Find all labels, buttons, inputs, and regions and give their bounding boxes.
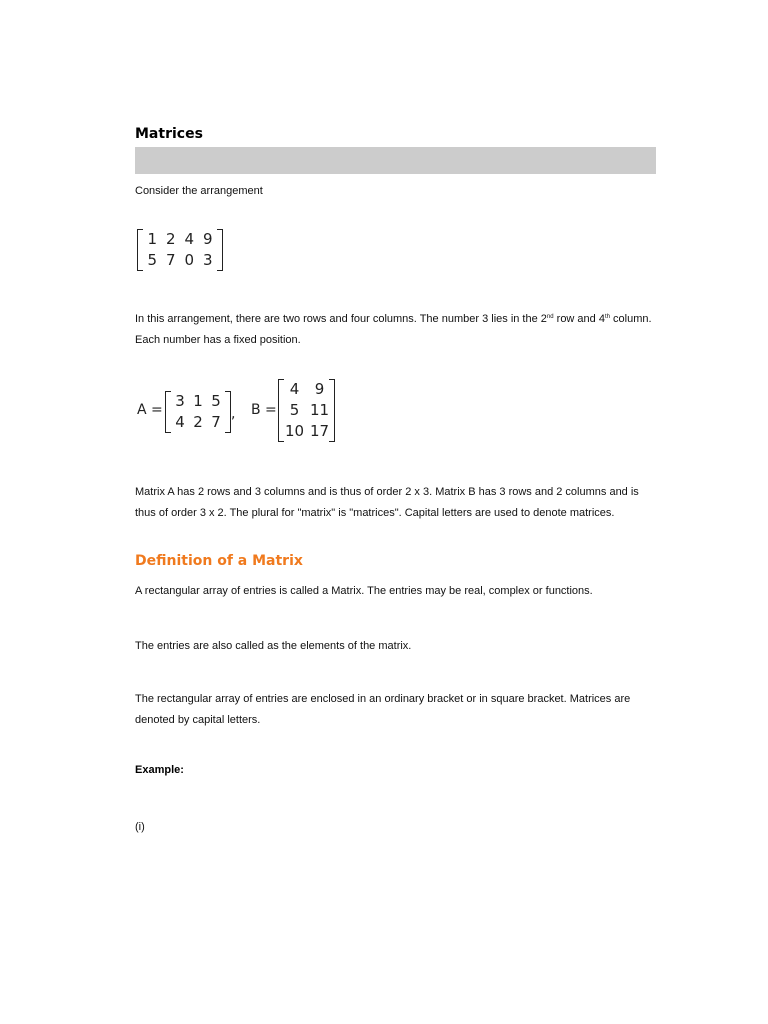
order-paragraph: Matrix A has 2 rows and 3 columns and is thus of order 2 x 3. Matrix B has 3 rows and 2 columns and is thus of order 3 x 2. The plural for "matrix" is "matrices". Capital letters are used to denote matrices. [135, 486, 639, 519]
para-text: column. Each number has a fixed position. [135, 313, 652, 346]
title-bar [135, 147, 656, 174]
definition-heading: Definition of a Matrix [135, 553, 303, 569]
matrix-cell: 3 [202, 251, 213, 269]
page-title: Matrices [135, 126, 203, 142]
definition-paragraph-1: A rectangular array of entries is called a Matrix. The entries may be real, complex or functions. [135, 585, 593, 597]
matrix-cell: 10 [284, 422, 305, 440]
matrix-cell: 9 [202, 230, 213, 248]
matrix-cell: 11 [309, 401, 330, 419]
matrix-b-grid [282, 379, 332, 442]
matrix-b-label: B = [251, 402, 277, 418]
matrix-a-comma: , [231, 406, 236, 422]
matrix-cell: 2 [165, 230, 176, 248]
intro-text: Consider the arrangement [135, 185, 263, 197]
matrix-cell: 1 [193, 392, 203, 410]
matrix-cell: 1 [147, 230, 158, 248]
definition-paragraph-2: The entries are also called as the elements of the matrix. [135, 640, 412, 652]
matrix-a-label: A = [137, 402, 163, 418]
matrix-cell: 0 [184, 251, 195, 269]
matrix-cell: 7 [211, 413, 221, 431]
matrix-cell: 7 [165, 251, 176, 269]
matrix-cell: 4 [184, 230, 195, 248]
right-bracket [217, 229, 223, 271]
matrix-cell: 5 [211, 392, 221, 410]
matrix-a [165, 391, 231, 433]
para-text: In this arrangement, there are two rows and four columns. The number 3 lies in the 2 [135, 313, 547, 325]
rows-columns-paragraph [135, 309, 660, 350]
matrix-a-grid [171, 391, 225, 433]
para-text: row and 4 [553, 313, 605, 325]
matrix-cell: 5 [147, 251, 158, 269]
matrix-cell: 5 [289, 401, 300, 419]
definition-paragraph-3: The rectangular array of entries are enclosed in an ordinary bracket or in square bracket. Matrices are denoted by capital letters. [135, 693, 631, 726]
matrix-arrangement [137, 229, 223, 271]
superscript: nd [546, 314, 554, 320]
matrix-cell: 4 [289, 380, 300, 398]
matrix-cell: 17 [309, 422, 330, 440]
matrix-arrangement-grid [143, 229, 217, 271]
matrix-cell: 4 [175, 413, 185, 431]
matrix-cell: 9 [314, 380, 325, 398]
example-label: Example: [135, 764, 184, 776]
matrix-cell: 3 [175, 392, 185, 410]
example-item: (i) [135, 821, 145, 833]
matrix-b [278, 379, 335, 442]
matrix-cell: 2 [193, 413, 203, 431]
superscript: th [604, 314, 610, 320]
